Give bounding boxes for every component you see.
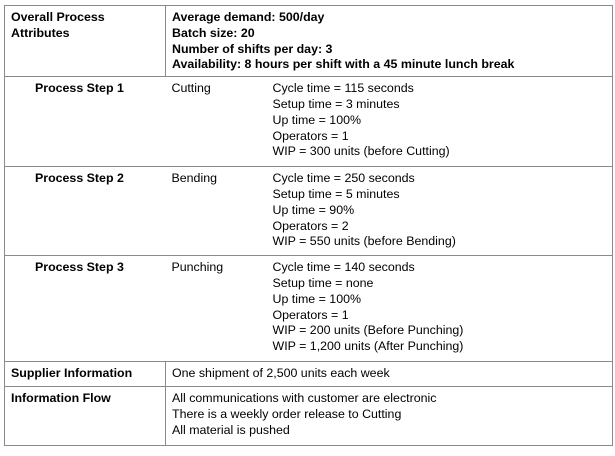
process-step-operation: Cutting [166, 77, 267, 167]
information-flow-label: Information Flow [5, 387, 166, 446]
supplier-label: Supplier Information [5, 362, 166, 387]
shifts-per-day: Number of shifts per day: 3 [172, 41, 333, 56]
process-step-row [5, 77, 613, 167]
process-step-row [5, 256, 613, 362]
overall-process-row [5, 6, 613, 77]
process-step-details: Cycle time = 115 seconds Setup time = 3 minutes Up time = 100% Operators = 1 WIP = 300 units (before Cutting) [267, 77, 613, 167]
information-flow-details: All communications with customer are electronic There is a weekly order release to Cutting All material is pushed [166, 387, 613, 446]
process-step-label: Process Step 3 [5, 256, 166, 362]
overall-process-values [166, 6, 613, 77]
supplier-row [5, 362, 613, 387]
process-attributes-table [4, 5, 613, 446]
batch-size: Batch size: 20 [172, 25, 255, 40]
supplier-text: One shipment of 2,500 units each week [166, 362, 613, 387]
process-step-label: Process Step 1 [5, 77, 166, 167]
availability: Availability: 8 hours per shift with a 45 minute lunch break [172, 57, 515, 72]
average-demand: Average demand: 500/day [172, 10, 325, 24]
process-step-row [5, 167, 613, 256]
process-step-operation: Bending [166, 167, 267, 256]
process-step-operation: Punching [166, 256, 267, 362]
process-step-details: Cycle time = 140 seconds Setup time = none Up time = 100% Operators = 1 WIP = 200 units (Before Punching) WIP = 1,200 units (After Punching) [267, 256, 613, 362]
information-flow-row [5, 387, 613, 446]
process-step-label: Process Step 2 [5, 167, 166, 256]
process-step-details: Cycle time = 250 seconds Setup time = 5 minutes Up time = 90% Operators = 2 WIP = 550 units (before Bending) [267, 167, 613, 256]
overall-process-label: Overall Process Attributes [5, 6, 166, 77]
